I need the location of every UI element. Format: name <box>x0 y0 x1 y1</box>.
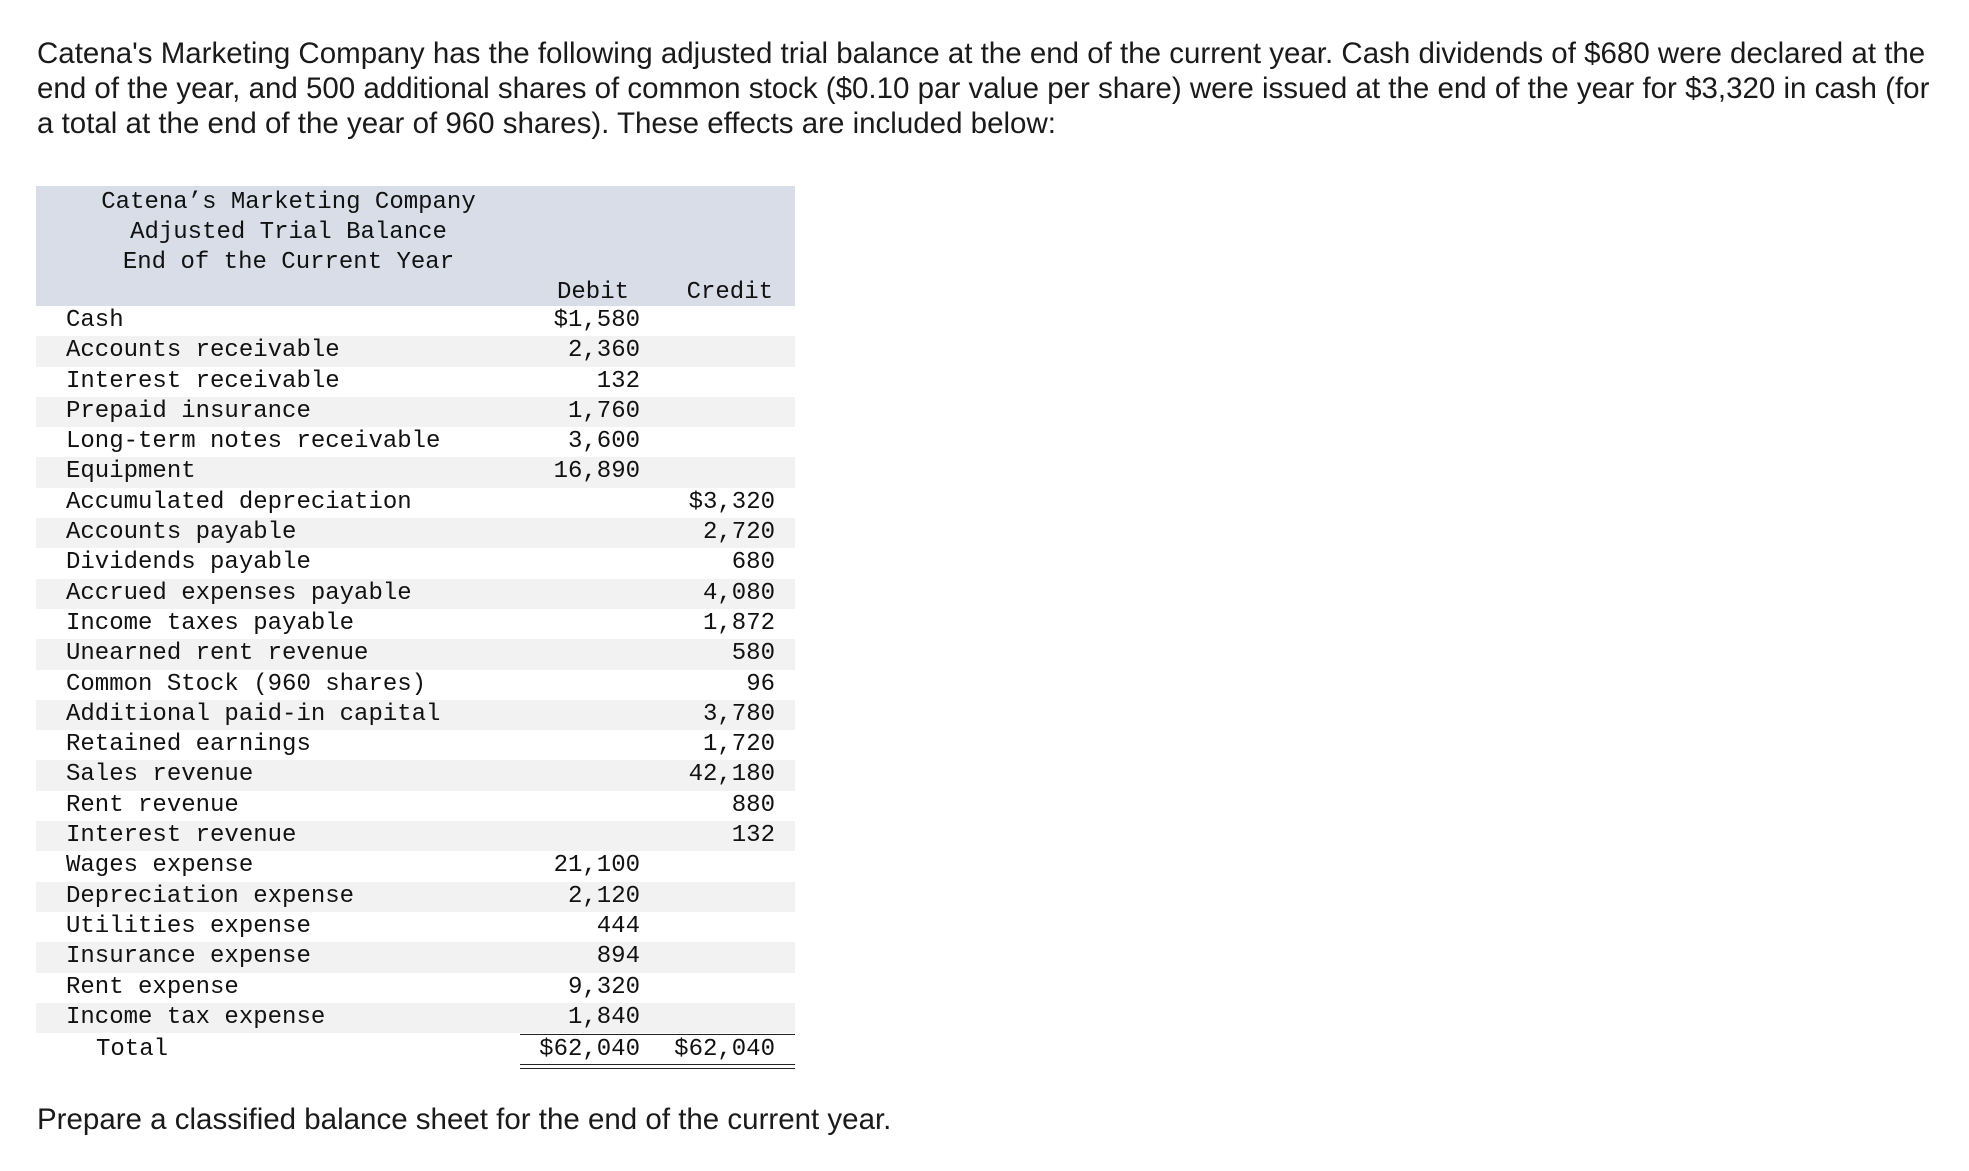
table-row <box>36 639 795 669</box>
credit-amount: 680 <box>731 549 775 577</box>
table-row <box>36 670 795 700</box>
account-name: Income taxes payable <box>66 609 355 637</box>
debit-amount: 894 <box>596 943 640 971</box>
credit-amount: 42,180 <box>688 761 775 789</box>
table-row <box>36 760 795 790</box>
table-row <box>36 851 795 881</box>
debit-amount: 9,320 <box>567 973 640 1001</box>
credit-amount: 3,780 <box>702 700 775 728</box>
table-row <box>36 367 795 397</box>
account-name: Retained earnings <box>66 731 311 759</box>
account-name: Long-term notes receivable <box>66 428 441 456</box>
account-name: Rent revenue <box>66 791 239 819</box>
account-name: Prepaid insurance <box>66 397 311 425</box>
table-row <box>36 518 795 548</box>
account-name: Interest receivable <box>66 367 340 395</box>
account-name: Accumulated depreciation <box>66 488 412 516</box>
debit-amount: 2,360 <box>567 337 640 365</box>
account-name: Cash <box>66 307 124 334</box>
debit-amount: 21,100 <box>553 852 640 880</box>
debit-column-header: Debit <box>556 279 629 306</box>
table-row <box>36 791 795 821</box>
debit-amount: 132 <box>596 367 640 395</box>
credit-amount: 1,872 <box>702 609 775 637</box>
account-name: Wages expense <box>66 852 254 880</box>
account-name: Dividends payable <box>66 549 311 577</box>
table-body <box>36 306 795 1033</box>
problem-intro: Catena's Marketing Company has the following adjusted trial balance at the end of the current year. Cash dividends of $680 were declared at the end of the year, and 500 additional shares of common stock ($0.10 par value per share) were issued at the end of the year for $3,320 in cash (for a total at the end of the year of 960 shares). These effects are included below: <box>37 37 1930 140</box>
credit-amount: $3,320 <box>688 488 775 516</box>
debit-amount: 1,760 <box>567 397 640 425</box>
debit-amount: 3,600 <box>567 428 640 456</box>
report-period: End of the Current Year <box>122 249 455 276</box>
debit-amount: 1,840 <box>567 1003 640 1031</box>
account-name: Accrued expenses payable <box>66 579 412 607</box>
table-row <box>36 579 795 609</box>
account-name: Sales revenue <box>66 761 254 789</box>
table-row <box>36 548 795 578</box>
table-row <box>36 336 795 366</box>
account-name: Additional paid-in capital <box>66 700 441 728</box>
credit-amount: 96 <box>746 670 775 698</box>
table-row <box>36 457 795 487</box>
table-header <box>36 186 795 306</box>
account-name: Accounts receivable <box>66 337 340 365</box>
table-row <box>36 609 795 639</box>
total-debit: $62,040 <box>539 1036 640 1064</box>
credit-amount: 132 <box>731 822 775 850</box>
table-row <box>36 730 795 760</box>
account-name: Income tax expense <box>66 1003 326 1031</box>
total-top-rule <box>520 1034 795 1035</box>
table-row <box>36 397 795 427</box>
account-name: Depreciation expense <box>66 882 355 910</box>
table-row <box>36 1003 795 1033</box>
company-name: Catena’s Marketing Company <box>101 189 476 216</box>
account-name: Insurance expense <box>66 943 311 971</box>
table-row <box>36 942 795 972</box>
table-row <box>36 882 795 912</box>
total-row <box>36 1035 795 1065</box>
debit-amount: $1,580 <box>553 307 640 334</box>
table-row <box>36 973 795 1003</box>
debit-amount: 16,890 <box>553 458 640 486</box>
total-label: Total <box>96 1036 169 1064</box>
account-name: Accounts payable <box>66 519 297 547</box>
credit-amount: 1,720 <box>702 731 775 759</box>
total-double-underline <box>520 1064 795 1069</box>
problem-instruction: Prepare a classified balance sheet for the end of the current year. <box>37 1103 892 1136</box>
table-row <box>36 306 795 336</box>
credit-amount: 4,080 <box>702 579 775 607</box>
account-name: Equipment <box>66 458 196 486</box>
total-credit: $62,040 <box>674 1036 775 1064</box>
credit-amount: 580 <box>731 640 775 668</box>
table-row <box>36 427 795 457</box>
account-name: Utilities expense <box>66 912 311 940</box>
account-name: Unearned rent revenue <box>66 640 369 668</box>
report-title: Adjusted Trial Balance <box>130 219 447 246</box>
table-row <box>36 488 795 518</box>
debit-amount: 444 <box>596 912 640 940</box>
table-row <box>36 912 795 942</box>
debit-amount: 2,120 <box>567 882 640 910</box>
table-row <box>36 700 795 730</box>
account-name: Common Stock (960 shares) <box>66 670 427 698</box>
account-name: Interest revenue <box>66 822 297 850</box>
account-name: Rent expense <box>66 973 239 1001</box>
credit-column-header: Credit <box>686 279 773 306</box>
credit-amount: 880 <box>731 791 775 819</box>
table-row <box>36 821 795 851</box>
credit-amount: 2,720 <box>702 519 775 547</box>
adjusted-trial-balance-table <box>36 186 795 1065</box>
